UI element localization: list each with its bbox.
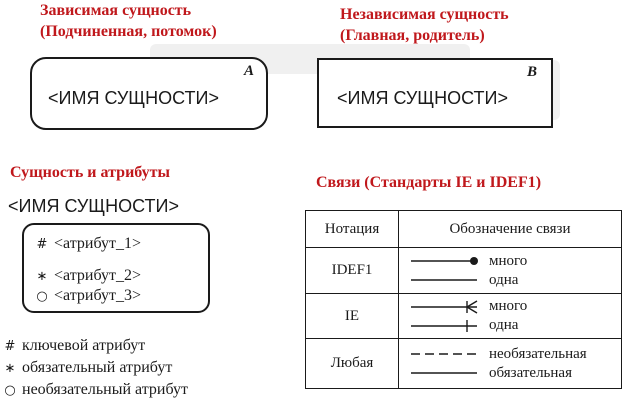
independent-entity-box (317, 58, 553, 128)
relations-table (305, 210, 622, 389)
relation-line (399, 297, 621, 316)
independent-entity-title (340, 4, 509, 46)
notation-header: Нотация (306, 211, 399, 248)
attributes-entity-name: <ИМЯ СУЩНОСТИ> (8, 196, 179, 216)
key-marker: # (4, 339, 16, 354)
relation-line (399, 271, 621, 290)
legend-text: необязательный атрибут (22, 381, 188, 398)
table-header-row (306, 211, 622, 248)
relation-line (399, 316, 621, 335)
dependent-entity-box (30, 57, 268, 130)
notation-cell: Любая (306, 339, 399, 389)
legend-text: обязательный атрибут (22, 359, 173, 376)
attribute-name: <атрибут_1> (54, 235, 142, 252)
dependent-entity-name: <ИМЯ СУЩНОСТИ> (48, 88, 219, 108)
independent-title-line2: (Главная, родитель) (340, 27, 485, 44)
relation-text: обязательная (489, 364, 572, 381)
relation-text: много (489, 298, 528, 314)
optional-marker: ○ (36, 289, 48, 304)
dashed-line-symbol (411, 348, 481, 360)
table-row (306, 294, 622, 339)
table-row (306, 248, 622, 294)
attribute-name: <атрибут_3> (54, 287, 142, 304)
attribute-row (34, 235, 141, 253)
attribute-row (34, 267, 141, 285)
designation-cell (399, 339, 622, 389)
optional-marker: ○ (4, 383, 16, 398)
independent-entity-name: <ИМЯ СУЩНОСТИ> (337, 88, 508, 108)
dependent-title-line2: (Подчиненная, потомок) (40, 23, 217, 40)
relation-line (399, 364, 621, 383)
plain-line-symbol (411, 274, 481, 286)
designation-cell (399, 248, 622, 294)
attributes-section-title: Сущность и атрибуты (10, 164, 171, 181)
plain-line-symbol (411, 367, 481, 379)
designation-cell (399, 294, 622, 339)
attribute-row (34, 287, 141, 305)
key-marker: # (36, 237, 48, 252)
notation-cell: IDEF1 (306, 248, 399, 294)
dependent-entity-tag: A (243, 63, 254, 79)
bar-end-symbol (411, 319, 481, 333)
legend-row (2, 359, 172, 377)
dot-end-symbol (411, 255, 481, 267)
legend-row (2, 337, 145, 355)
dependent-entity-title (40, 0, 217, 42)
legend-row (2, 381, 188, 399)
crows-foot-symbol (411, 300, 481, 314)
attributes-entity-box (22, 223, 210, 313)
mandatory-marker: ∗ (4, 361, 16, 376)
independent-title-line1: Независимая сущность (340, 6, 509, 23)
table-row (306, 339, 622, 389)
dependent-title-line1: Зависимая сущность (40, 2, 192, 19)
relation-line (399, 252, 621, 271)
relation-text: много (489, 252, 528, 269)
independent-entity-tag: B (526, 64, 537, 80)
relations-section-title: Связи (Стандарты IE и IDEF1) (316, 174, 542, 191)
relation-text: необязательная (489, 345, 587, 362)
relation-line (399, 345, 621, 364)
legend-text: ключевой атрибут (22, 337, 146, 354)
mandatory-marker: ∗ (36, 269, 48, 284)
relation-text: одна (489, 271, 519, 288)
relation-text: одна (489, 317, 519, 333)
notation-cell: IE (306, 294, 399, 339)
designation-header: Обозначение связи (399, 211, 622, 248)
attribute-name: <атрибут_2> (54, 267, 142, 284)
